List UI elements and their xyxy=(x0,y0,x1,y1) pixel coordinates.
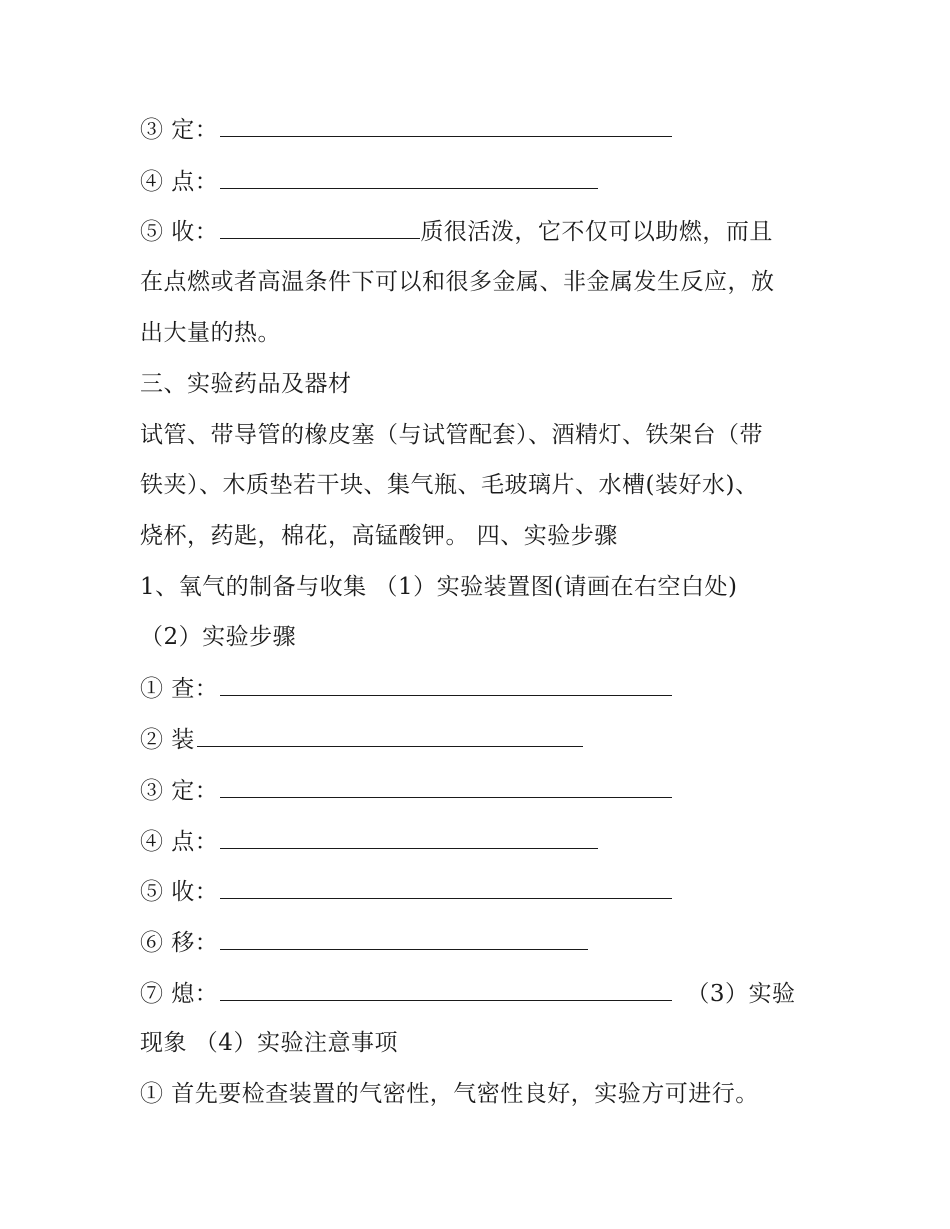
answer-blank xyxy=(220,927,588,950)
step-fix-line-top xyxy=(140,114,672,145)
body-text: 在点燃或者高温条件下可以和很多金属、非金属发生反应，放 xyxy=(140,269,775,295)
step-collect-label: ⑤ 收： xyxy=(140,219,219,245)
body-text-line xyxy=(140,1028,398,1058)
body-text: ① 首先要检查装置的气密性，气密性良好，实验方可进行。 xyxy=(140,1081,759,1107)
subsection-heading xyxy=(140,572,738,602)
step-load-line xyxy=(140,724,583,755)
materials-line xyxy=(140,470,758,500)
answer-blank xyxy=(220,978,672,1001)
body-text-line xyxy=(140,318,281,348)
heading-text: 三、实验药品及器材 xyxy=(140,371,352,397)
answer-blank xyxy=(220,876,672,899)
step-check-label: ① 查： xyxy=(140,676,219,702)
step-light-line xyxy=(140,826,598,857)
body-text: 铁夹）、木质垫若干块、集气瓶、毛玻璃片、水槽(装好水)、 xyxy=(140,472,759,498)
body-text: 试管、带导管的橡皮塞（与试管配套）、酒精灯、铁架台（带 xyxy=(140,422,763,448)
step-load-label: ② 装 xyxy=(140,727,195,753)
answer-blank xyxy=(220,826,598,849)
answer-blank xyxy=(220,166,598,189)
subsection-heading xyxy=(140,622,296,652)
step-fix-label: ③ 定： xyxy=(140,117,219,143)
answer-blank xyxy=(220,775,672,798)
answer-blank xyxy=(220,673,672,696)
heading-text: 1、氧气的制备与收集 （1）实验装置图(请画在右空白处) xyxy=(140,574,738,600)
body-text: 烧杯，药匙，棉花，高锰酸钾。 四、实验步骤 xyxy=(140,523,618,549)
step-light-label: ④ 点： xyxy=(140,169,219,195)
step-move-label: ⑥ 移： xyxy=(140,930,219,956)
step-extinguish-label: ⑦ 熄： xyxy=(140,981,219,1007)
step-light-line-top xyxy=(140,166,598,197)
step-collect-label: ⑤ 收： xyxy=(140,879,219,905)
answer-blank xyxy=(220,114,672,137)
heading-text: （2）实验步骤 xyxy=(140,624,297,650)
step-collect-line xyxy=(140,876,672,907)
body-text: 质很活泼，它不仅可以助燃，而且 xyxy=(420,219,773,245)
step-light-label: ④ 点： xyxy=(140,829,219,855)
body-text-line xyxy=(140,267,775,297)
materials-line xyxy=(140,420,763,450)
answer-blank xyxy=(197,724,583,747)
answer-blank xyxy=(220,216,420,239)
step-collect-line-top xyxy=(140,216,773,247)
body-text: 现象 （4）实验注意事项 xyxy=(140,1030,398,1056)
step-extinguish-line xyxy=(140,978,795,1009)
section-heading xyxy=(140,369,352,399)
step-move-line xyxy=(140,927,588,958)
body-text: （3）实验 xyxy=(686,981,796,1007)
materials-line xyxy=(140,521,618,551)
step-fix-label: ③ 定： xyxy=(140,778,219,804)
step-check-line xyxy=(140,673,672,704)
step-fix-line xyxy=(140,775,672,806)
notice-line xyxy=(140,1079,759,1109)
body-text: 出大量的热。 xyxy=(140,320,281,346)
